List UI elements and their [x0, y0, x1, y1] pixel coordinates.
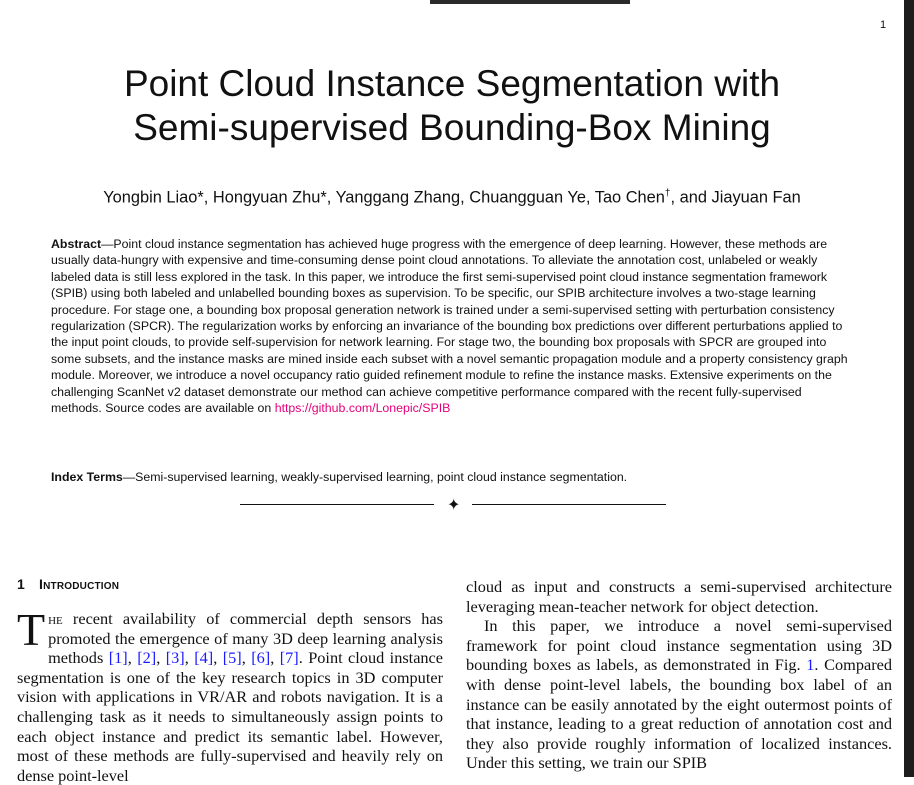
window-frame-right: [904, 0, 914, 777]
first-word-smallcaps: he: [48, 609, 63, 628]
citation-link[interactable]: [3]: [165, 648, 185, 668]
citation-link[interactable]: [1]: [108, 648, 128, 668]
author-list: [0, 188, 904, 207]
section-separator: [240, 494, 666, 514]
drop-cap: T: [17, 604, 46, 655]
right-column: [466, 577, 892, 773]
abstract-label: Abstract: [51, 237, 102, 251]
intro-paragraph: The recent availability of commercial depth sensors has promoted the emergence of many 3D deep learning analysis methods [1], [2], [3], [4], [5], [6], [7]. Point cloud instance segmentation is one of the key research topics in 3D computer vision with applications in VR/AR and robots navigation. It is a challenging task as it needs to simultaneously assign points to each object instance and predict its semantic label. However, most of these methods are fully-supervised and heavily rely on dense point-level: [17, 604, 444, 785]
page-number: 1: [880, 19, 887, 31]
paper-title: [0, 62, 904, 150]
right-text-a: In this paper, we introduce a novel semi-supervised framework for point cloud instance segmentation using 3D bounding boxes as labels, as demonstrated in Fig.: [466, 616, 892, 675]
authors-text: Yongbin Liao*, Hongyuan Zhu*, Yanggang Zhang, Chuangguan Ye, Tao Chen: [103, 188, 665, 207]
right-paragraph-2: [466, 616, 892, 773]
section-title: Introduction: [39, 576, 120, 592]
citation-link[interactable]: [4]: [194, 648, 214, 668]
left-column: [17, 604, 444, 785]
citation-link[interactable]: [2]: [137, 648, 157, 668]
figure-reference-link[interactable]: 1: [806, 655, 815, 675]
intro-text-b: . Point cloud instance segmentation is one of the key research topics in 3D computer vision with applications in VR/AR and robots navigation. It is a challenging task as it needs to simultaneously assign points to each object instance and predict its semantic label. However, most of these methods are fully-supervised and heavily rely on dense point-level: [17, 648, 444, 785]
section-number: 1: [17, 576, 25, 592]
right-paragraph-1: cloud as input and constructs a semi-supervised architecture leveraging mean-teacher network for object detection.: [466, 577, 892, 616]
citation-link[interactable]: [5]: [222, 648, 242, 668]
authors-text-end: , and Jiayuan Fan: [670, 188, 801, 207]
index-terms: [51, 469, 855, 485]
right-text-b: . Compared with dense point-level labels, the bounding box label of an instance can be easily annotated by the eight outermost points of that instance, leading to a great reduction of annotation cost and they also provide roughly information of localized instances. Under this setting, we train our SPIB: [466, 655, 892, 773]
window-frame-top: [430, 0, 630, 4]
abstract-text: —Point cloud instance segmentation has achieved huge progress with the emergence of deep learning. However, these methods are usually data-hungry with expensive and time-consuming dense point cloud annotations. To alleviate the annotation cost, unlabeled or weakly labeled data is still less explored in the task. In this paper, we introduce the first semi-supervised point cloud instance segmentation framework (SPIB) using both labeled and unlabelled bounding boxes as supervision. To be specific, our SPIB architecture involves a two-stage learning procedure. For stage one, a bounding box proposal generation network is trained under a semi-supervised setting with perturbation consistency regularization (SPCR). The regularization works by enforcing an invariance of the bounding box predictions over different perturbations applied to the input point clouds, to provide self-supervision for network learning. For stage two, the bounding box proposals with SPCR are grouped into some subsets, and the instance masks are mined inside each subset with a novel semantic propagation module and a property consistency graph module. Moreover, we introduce a novel occupancy ratio guided refinement module to refine the instance masks. Extensive experiments on the challenging ScanNet v2 dataset demonstrate our method can achieve competitive performance compared with the recent fully-supervised methods. Source codes are available on: [51, 237, 848, 416]
abstract: [51, 236, 855, 416]
intro-text-a: recent availability of commercial depth sensors has promoted the emergence of many 3D deep learning analysis methods: [48, 609, 443, 668]
index-terms-label: Index Terms: [51, 470, 123, 484]
citation-link[interactable]: [7]: [279, 648, 299, 668]
separator-rule-left: [240, 504, 434, 505]
separator-diamond-icon: ✦: [447, 495, 461, 514]
separator-rule-right: [472, 504, 666, 505]
citation-link[interactable]: [6]: [251, 648, 271, 668]
section-heading: [17, 576, 119, 592]
title-line-1: Point Cloud Instance Segmentation with: [123, 63, 781, 104]
index-terms-text: —Semi-supervised learning, weakly-supervised learning, point cloud instance segmentation.: [122, 470, 628, 484]
source-code-link[interactable]: https://github.com/Lonepic/SPIB: [274, 401, 451, 416]
title-line-2: Semi-supervised Bounding-Box Mining: [133, 107, 771, 148]
corresponding-author-dagger: †: [664, 188, 671, 199]
